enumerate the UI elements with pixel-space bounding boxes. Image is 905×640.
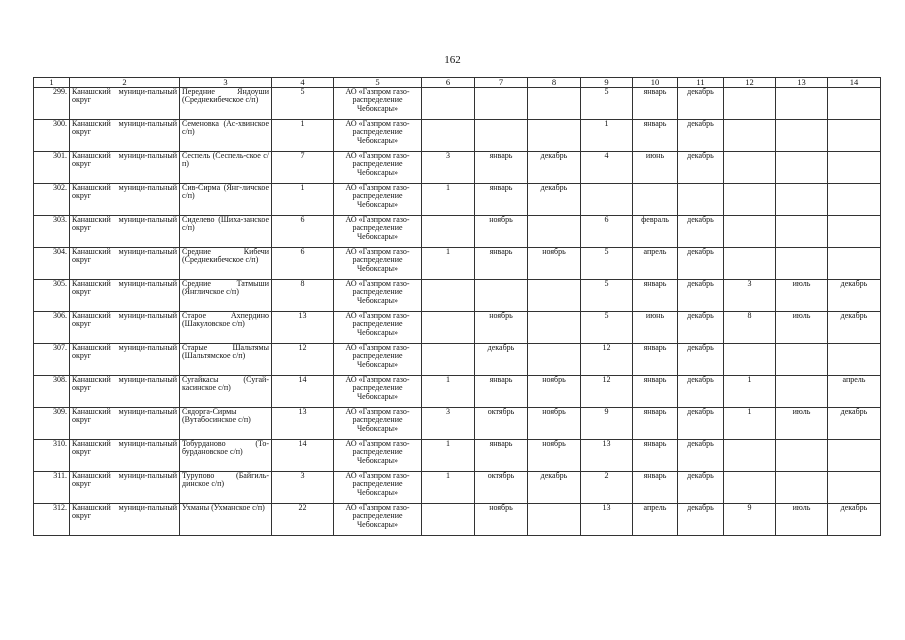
district-cell: Канашский муници-пальный округ xyxy=(70,376,180,408)
col9-cell: 5 xyxy=(581,280,633,312)
col11-cell: декабрь xyxy=(678,376,724,408)
col11-cell: декабрь xyxy=(678,312,724,344)
col10-cell: январь xyxy=(633,376,678,408)
col6-cell xyxy=(422,120,475,152)
col9-cell: 13 xyxy=(581,440,633,472)
col12-cell: 1 xyxy=(724,376,776,408)
col10-cell: январь xyxy=(633,440,678,472)
col13-cell xyxy=(776,184,828,216)
organization-cell: АО «Газпром газо-распределение Чебоксары» xyxy=(334,216,422,248)
col6-cell: 3 xyxy=(422,408,475,440)
settlement-cell: Тобурданово (То-бурдановское с/п) xyxy=(180,440,272,472)
column-number-row xyxy=(34,78,881,88)
organization-cell: АО «Газпром газо-распределение Чебоксары» xyxy=(334,504,422,536)
col7-cell: январь xyxy=(475,152,528,184)
column-header-1: 1 xyxy=(34,78,70,88)
col14-cell xyxy=(828,216,881,248)
row-number: 309. xyxy=(34,408,70,440)
col9-cell: 2 xyxy=(581,472,633,504)
count-cell: 22 xyxy=(272,504,334,536)
col11-cell: декабрь xyxy=(678,248,724,280)
organization-cell: АО «Газпром газо-распределение Чебоксары» xyxy=(334,152,422,184)
settlement-cell: Сив-Сирма (Янг-личское с/п) xyxy=(180,184,272,216)
column-header-12: 12 xyxy=(724,78,776,88)
table-row xyxy=(34,472,881,504)
col6-cell xyxy=(422,312,475,344)
col6-cell xyxy=(422,280,475,312)
col6-cell xyxy=(422,88,475,120)
col12-cell xyxy=(724,120,776,152)
col6-cell xyxy=(422,504,475,536)
count-cell: 14 xyxy=(272,440,334,472)
col14-cell xyxy=(828,152,881,184)
table-row xyxy=(34,280,881,312)
col12-cell: 1 xyxy=(724,408,776,440)
district-cell: Канашский муници-пальный округ xyxy=(70,280,180,312)
col6-cell xyxy=(422,216,475,248)
col13-cell xyxy=(776,344,828,376)
district-cell: Канашский муници-пальный округ xyxy=(70,152,180,184)
row-number: 305. xyxy=(34,280,70,312)
col8-cell: ноябрь xyxy=(528,248,581,280)
organization-cell: АО «Газпром газо-распределение Чебоксары» xyxy=(334,408,422,440)
col13-cell: июль xyxy=(776,408,828,440)
col8-cell: декабрь xyxy=(528,472,581,504)
district-cell: Канашский муници-пальный округ xyxy=(70,504,180,536)
row-number: 310. xyxy=(34,440,70,472)
column-header-6: 6 xyxy=(422,78,475,88)
district-cell: Канашский муници-пальный округ xyxy=(70,312,180,344)
col13-cell: июль xyxy=(776,280,828,312)
column-header-14: 14 xyxy=(828,78,881,88)
district-cell: Канашский муници-пальный округ xyxy=(70,120,180,152)
col6-cell xyxy=(422,344,475,376)
col9-cell xyxy=(581,184,633,216)
count-cell: 5 xyxy=(272,88,334,120)
organization-cell: АО «Газпром газо-распределение Чебоксары» xyxy=(334,376,422,408)
col13-cell xyxy=(776,248,828,280)
col7-cell: ноябрь xyxy=(475,216,528,248)
count-cell: 8 xyxy=(272,280,334,312)
col10-cell: февраль xyxy=(633,216,678,248)
count-cell: 14 xyxy=(272,376,334,408)
col14-cell: декабрь xyxy=(828,312,881,344)
settlement-cell: Сугайкасы (Сугай-касинское с/п) xyxy=(180,376,272,408)
schedule-table xyxy=(33,77,881,536)
table-row xyxy=(34,504,881,536)
col11-cell: декабрь xyxy=(678,440,724,472)
col8-cell xyxy=(528,280,581,312)
col9-cell: 13 xyxy=(581,504,633,536)
district-cell: Канашский муници-пальный округ xyxy=(70,344,180,376)
col14-cell xyxy=(828,440,881,472)
col11-cell: декабрь xyxy=(678,280,724,312)
col6-cell: 1 xyxy=(422,248,475,280)
col10-cell: январь xyxy=(633,120,678,152)
col14-cell xyxy=(828,88,881,120)
row-number: 308. xyxy=(34,376,70,408)
settlement-cell: Передние Яндоуши (Среднекибечское с/п) xyxy=(180,88,272,120)
table-header xyxy=(34,78,881,88)
col10-cell xyxy=(633,184,678,216)
page-number: 162 xyxy=(444,54,461,66)
organization-cell: АО «Газпром газо-распределение Чебоксары» xyxy=(334,344,422,376)
column-header-2: 2 xyxy=(70,78,180,88)
row-number: 300. xyxy=(34,120,70,152)
col11-cell: декабрь xyxy=(678,504,724,536)
col12-cell xyxy=(724,88,776,120)
district-cell: Канашский муници-пальный округ xyxy=(70,88,180,120)
col9-cell: 5 xyxy=(581,312,633,344)
col12-cell xyxy=(724,248,776,280)
count-cell: 13 xyxy=(272,408,334,440)
col13-cell xyxy=(776,472,828,504)
col10-cell: январь xyxy=(633,280,678,312)
col11-cell: декабрь xyxy=(678,152,724,184)
column-header-8: 8 xyxy=(528,78,581,88)
col9-cell: 1 xyxy=(581,120,633,152)
organization-cell: АО «Газпром газо-распределение Чебоксары» xyxy=(334,120,422,152)
district-cell: Канашский муници-пальный округ xyxy=(70,184,180,216)
col8-cell xyxy=(528,504,581,536)
col12-cell xyxy=(724,344,776,376)
row-number: 307. xyxy=(34,344,70,376)
col7-cell xyxy=(475,280,528,312)
col13-cell xyxy=(776,376,828,408)
table-row xyxy=(34,408,881,440)
row-number: 303. xyxy=(34,216,70,248)
col10-cell: июнь xyxy=(633,152,678,184)
col6-cell: 1 xyxy=(422,376,475,408)
col9-cell: 5 xyxy=(581,88,633,120)
district-cell: Канашский муници-пальный округ xyxy=(70,216,180,248)
col11-cell: декабрь xyxy=(678,472,724,504)
col7-cell: январь xyxy=(475,376,528,408)
column-header-13: 13 xyxy=(776,78,828,88)
settlement-cell: Старые Шальтямы (Шальтямское с/п) xyxy=(180,344,272,376)
col14-cell xyxy=(828,472,881,504)
col7-cell: декабрь xyxy=(475,344,528,376)
col13-cell: июль xyxy=(776,312,828,344)
col12-cell xyxy=(724,152,776,184)
table-row xyxy=(34,248,881,280)
col8-cell xyxy=(528,344,581,376)
count-cell: 3 xyxy=(272,472,334,504)
col11-cell xyxy=(678,184,724,216)
col13-cell xyxy=(776,120,828,152)
col14-cell: декабрь xyxy=(828,408,881,440)
col7-cell: январь xyxy=(475,248,528,280)
col14-cell: апрель xyxy=(828,376,881,408)
col10-cell: январь xyxy=(633,472,678,504)
col13-cell xyxy=(776,152,828,184)
col8-cell: ноябрь xyxy=(528,376,581,408)
table-row xyxy=(34,312,881,344)
count-cell: 6 xyxy=(272,216,334,248)
col10-cell: январь xyxy=(633,88,678,120)
count-cell: 1 xyxy=(272,184,334,216)
table-row xyxy=(34,344,881,376)
col13-cell xyxy=(776,440,828,472)
table-row xyxy=(34,184,881,216)
col12-cell xyxy=(724,472,776,504)
col13-cell xyxy=(776,216,828,248)
col8-cell: декабрь xyxy=(528,184,581,216)
organization-cell: АО «Газпром газо-распределение Чебоксары» xyxy=(334,184,422,216)
col7-cell: октябрь xyxy=(475,472,528,504)
col9-cell: 6 xyxy=(581,216,633,248)
col14-cell: декабрь xyxy=(828,280,881,312)
row-number: 301. xyxy=(34,152,70,184)
settlement-cell: Средние Татмыши (Янгличское с/п) xyxy=(180,280,272,312)
row-number: 312. xyxy=(34,504,70,536)
organization-cell: АО «Газпром газо-распределение Чебоксары» xyxy=(334,472,422,504)
col14-cell xyxy=(828,248,881,280)
col6-cell: 1 xyxy=(422,472,475,504)
col11-cell: декабрь xyxy=(678,344,724,376)
table-row xyxy=(34,152,881,184)
col8-cell xyxy=(528,120,581,152)
col10-cell: апрель xyxy=(633,504,678,536)
district-cell: Канашский муници-пальный округ xyxy=(70,408,180,440)
count-cell: 12 xyxy=(272,344,334,376)
col8-cell xyxy=(528,88,581,120)
col9-cell: 9 xyxy=(581,408,633,440)
col14-cell xyxy=(828,184,881,216)
col9-cell: 12 xyxy=(581,344,633,376)
organization-cell: АО «Газпром газо-распределение Чебоксары» xyxy=(334,312,422,344)
col11-cell: декабрь xyxy=(678,88,724,120)
row-number: 302. xyxy=(34,184,70,216)
row-number: 311. xyxy=(34,472,70,504)
col8-cell: декабрь xyxy=(528,152,581,184)
col11-cell: декабрь xyxy=(678,120,724,152)
col6-cell: 1 xyxy=(422,184,475,216)
col6-cell: 1 xyxy=(422,440,475,472)
table-row xyxy=(34,216,881,248)
count-cell: 6 xyxy=(272,248,334,280)
column-header-10: 10 xyxy=(633,78,678,88)
row-number: 306. xyxy=(34,312,70,344)
count-cell: 13 xyxy=(272,312,334,344)
settlement-cell: Семеновка (Ас-хвинское с/п) xyxy=(180,120,272,152)
col13-cell: июль xyxy=(776,504,828,536)
organization-cell: АО «Газпром газо-распределение Чебоксары» xyxy=(334,248,422,280)
col7-cell xyxy=(475,120,528,152)
col13-cell xyxy=(776,88,828,120)
table-body xyxy=(34,88,881,536)
table-row xyxy=(34,440,881,472)
col10-cell: июнь xyxy=(633,312,678,344)
row-number: 299. xyxy=(34,88,70,120)
column-header-3: 3 xyxy=(180,78,272,88)
col12-cell: 8 xyxy=(724,312,776,344)
column-header-11: 11 xyxy=(678,78,724,88)
settlement-cell: Сиделево (Шиха-занское с/п) xyxy=(180,216,272,248)
count-cell: 1 xyxy=(272,120,334,152)
table-row xyxy=(34,120,881,152)
col14-cell: декабрь xyxy=(828,504,881,536)
col7-cell xyxy=(475,88,528,120)
district-cell: Канашский муници-пальный округ xyxy=(70,472,180,504)
col9-cell: 4 xyxy=(581,152,633,184)
col12-cell: 3 xyxy=(724,280,776,312)
col10-cell: январь xyxy=(633,344,678,376)
count-cell: 7 xyxy=(272,152,334,184)
col14-cell xyxy=(828,120,881,152)
col12-cell xyxy=(724,440,776,472)
organization-cell: АО «Газпром газо-распределение Чебоксары» xyxy=(334,280,422,312)
col6-cell: 3 xyxy=(422,152,475,184)
settlement-cell: Средние Кибечи (Среднекибечское с/п) xyxy=(180,248,272,280)
column-header-5: 5 xyxy=(334,78,422,88)
col7-cell: ноябрь xyxy=(475,504,528,536)
organization-cell: АО «Газпром газо-распределение Чебоксары» xyxy=(334,440,422,472)
settlement-cell: Сеспель (Сеспель-ское с/п) xyxy=(180,152,272,184)
col10-cell: январь xyxy=(633,408,678,440)
table-row xyxy=(34,88,881,120)
col11-cell: декабрь xyxy=(678,216,724,248)
col12-cell xyxy=(724,216,776,248)
col12-cell: 9 xyxy=(724,504,776,536)
district-cell: Канашский муници-пальный округ xyxy=(70,248,180,280)
col14-cell xyxy=(828,344,881,376)
col11-cell: декабрь xyxy=(678,408,724,440)
settlement-cell: Сядорга-Сирмы (Вутабосинское с/п) xyxy=(180,408,272,440)
column-header-9: 9 xyxy=(581,78,633,88)
table-row xyxy=(34,376,881,408)
settlement-cell: Старое Ахпердино (Шакуловское с/п) xyxy=(180,312,272,344)
settlement-cell: Ухманы (Ухманское с/п) xyxy=(180,504,272,536)
settlement-cell: Турупово (Байгиль-динское с/п) xyxy=(180,472,272,504)
col8-cell xyxy=(528,216,581,248)
col12-cell xyxy=(724,184,776,216)
col7-cell: январь xyxy=(475,440,528,472)
column-header-4: 4 xyxy=(272,78,334,88)
col8-cell: ноябрь xyxy=(528,408,581,440)
col7-cell: ноябрь xyxy=(475,312,528,344)
col7-cell: октябрь xyxy=(475,408,528,440)
district-cell: Канашский муници-пальный округ xyxy=(70,440,180,472)
col9-cell: 5 xyxy=(581,248,633,280)
row-number: 304. xyxy=(34,248,70,280)
col7-cell: январь xyxy=(475,184,528,216)
col8-cell xyxy=(528,312,581,344)
column-header-7: 7 xyxy=(475,78,528,88)
col9-cell: 12 xyxy=(581,376,633,408)
organization-cell: АО «Газпром газо-распределение Чебоксары» xyxy=(334,88,422,120)
col10-cell: апрель xyxy=(633,248,678,280)
col8-cell: ноябрь xyxy=(528,440,581,472)
